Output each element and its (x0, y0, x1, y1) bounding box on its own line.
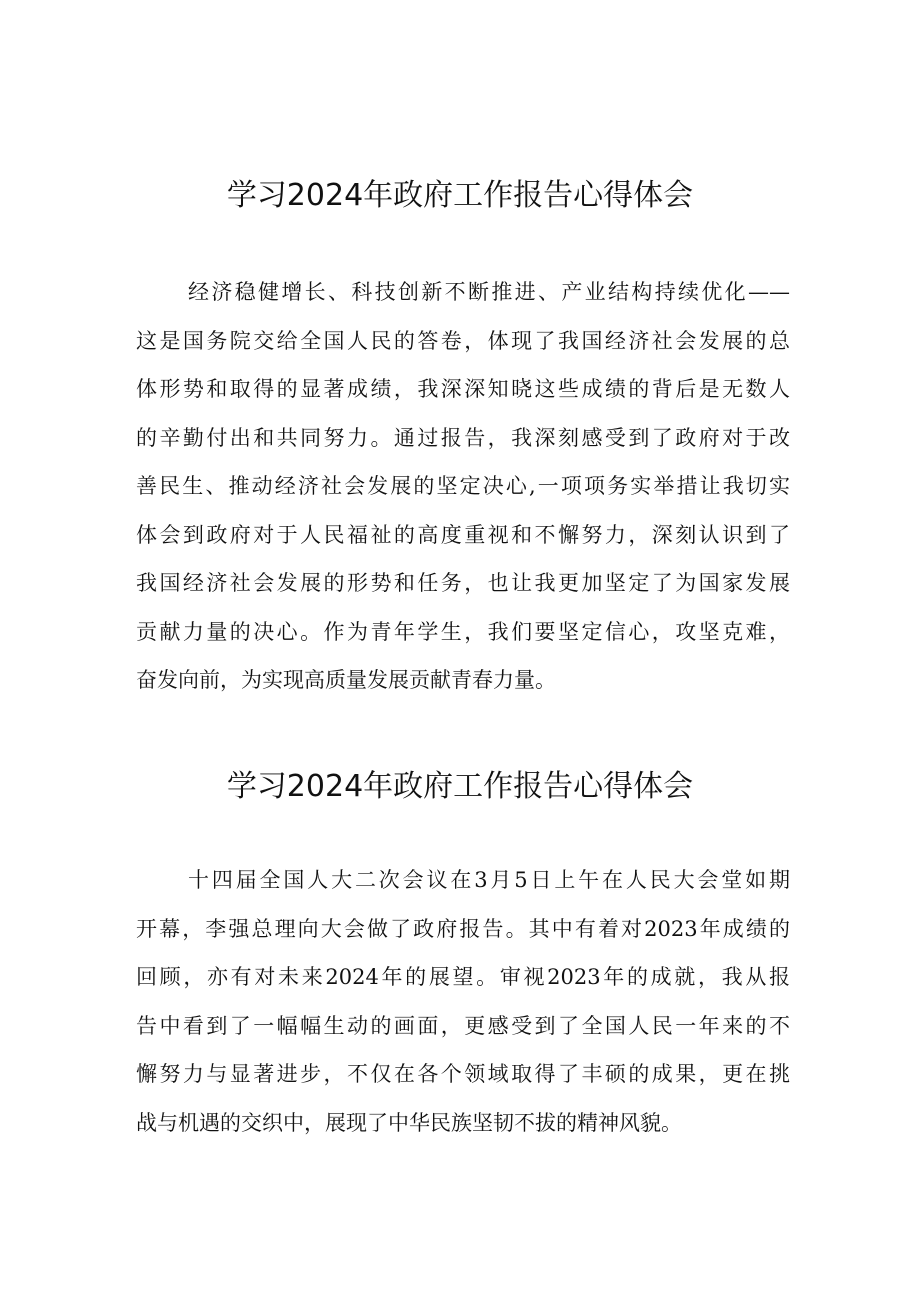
paragraph-line: 体形势和取得的显著成绩，我深深知晓这些成绩的背后是无数人 (136, 377, 790, 401)
paragraph-line: 十四届全国人大二次会议在3月5日上午在人民大会堂如期 (188, 868, 790, 892)
paragraph-line: 回顾，亦有对未来2024年的展望。审视2023年的成就，我从报 (136, 965, 790, 989)
paragraph-line: 经济稳健增长、科技创新不断推进、产业结构持续优化—— (188, 280, 790, 304)
section-1-title: 学习2024年政府工作报告心得体会 (226, 178, 694, 213)
section-2-paragraph (136, 856, 790, 1147)
paragraph-line: 告中看到了一幅幅生动的画面，更感受到了全国人民一年来的不 (136, 1013, 790, 1038)
section-1-paragraph (136, 268, 790, 705)
paragraph-line: 开幕，李强总理向大会做了政府报告。其中有着对2023年成绩的 (136, 916, 790, 941)
paragraph-line: 战与机遇的交织中，展现了中华民族坚韧不拔的精神风貌。 (136, 1110, 682, 1135)
section-2-title: 学习2024年政府工作报告心得体会 (226, 769, 694, 804)
paragraph-line: 奋发向前，为实现高质量发展贡献青春力量。 (136, 668, 556, 692)
paragraph-line: 懈努力与显著进步，不仅在各个领域取得了丰硕的成果，更在挑 (136, 1062, 790, 1086)
paragraph-line: 我国经济社会发展的形势和任务，也让我更加坚定了为国家发展 (136, 571, 790, 595)
paragraph-line: 这是国务院交给全国人民的答卷，体现了我国经济社会发展的总 (136, 328, 790, 353)
paragraph-line: 体会到政府对于人民福祉的高度重视和不懈努力，深刻认识到了 (136, 522, 790, 547)
paragraph-line: 的辛勤付出和共同努力。通过报告，我深刻感受到了政府对于改 (136, 425, 790, 450)
paragraph-line: 贡献力量的决心。作为青年学生，我们要坚定信心，攻坚克难， (136, 619, 790, 644)
paragraph-line: 善民生、推动经济社会发展的坚定决心,一项项务实举措让我切实 (136, 474, 790, 498)
